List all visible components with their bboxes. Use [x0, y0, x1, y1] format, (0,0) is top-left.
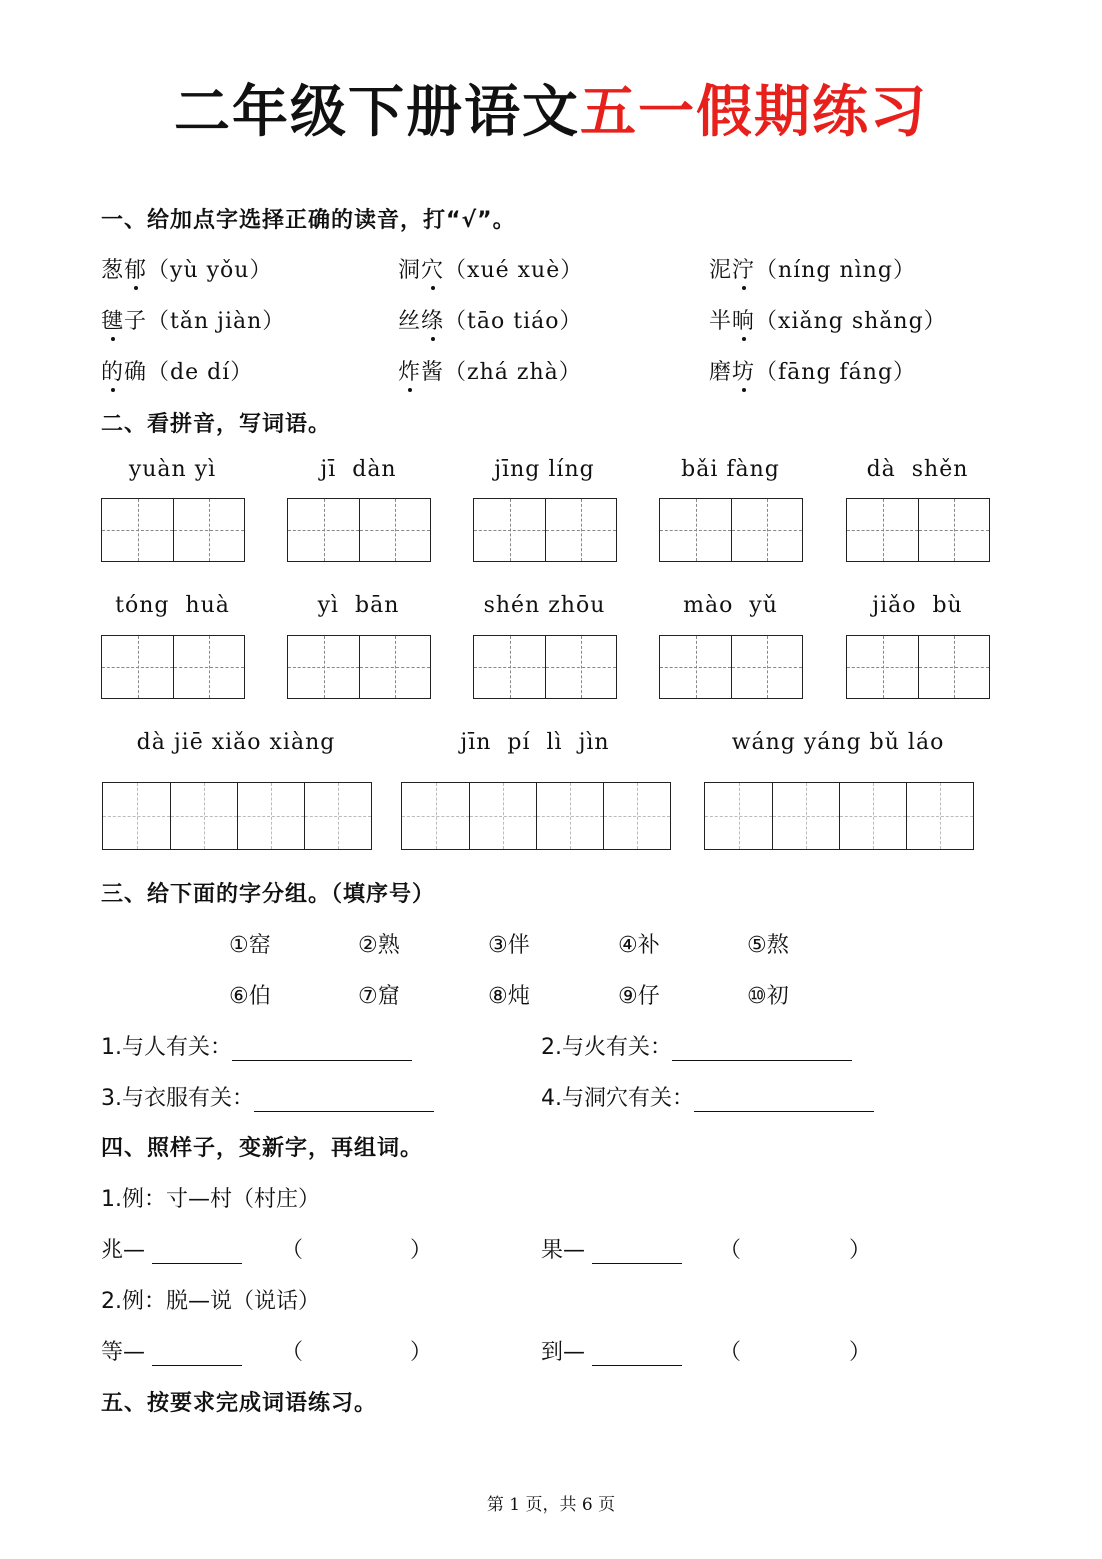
- group-question-3-label: 3.与衣服有关：: [101, 1086, 254, 1111]
- dotted-char: 坊: [732, 355, 755, 386]
- answer-line-1[interactable]: [232, 1038, 412, 1061]
- transform-char: 果—: [541, 1238, 586, 1263]
- transform-item-3: [101, 1335, 242, 1366]
- writing-cell[interactable]: [359, 636, 430, 698]
- writing-cell[interactable]: [918, 499, 989, 561]
- pinyin-options[interactable]: （tāo tiáo）: [444, 309, 583, 334]
- dotted-char: 炸: [398, 355, 421, 386]
- numbered-char: ⑥伯: [229, 984, 271, 1009]
- answer-line-3[interactable]: [254, 1089, 434, 1112]
- writing-grid[interactable]: [846, 635, 990, 699]
- title-black: 二年级下册语文: [174, 80, 580, 145]
- pinyin-label: dà jiē xiǎo xiàng: [136, 730, 336, 755]
- writing-cell[interactable]: [102, 636, 173, 698]
- section2-heading: 二、看拼音，写词语。: [101, 412, 332, 437]
- word-paren-close: ）: [410, 1238, 433, 1263]
- pronunciation-item: [398, 304, 582, 335]
- transform-char: 等—: [101, 1340, 146, 1365]
- word-paren-open: （: [719, 1340, 742, 1365]
- section3-heading: 三、给下面的字分组。（填序号）: [101, 882, 436, 907]
- writing-grid[interactable]: [287, 635, 431, 699]
- pinyin-label: yì bān: [317, 593, 400, 618]
- writing-cell[interactable]: [469, 783, 536, 849]
- pinyin-label: jiǎo bù: [872, 593, 963, 618]
- transform-item-2: [541, 1233, 682, 1264]
- dotted-char: 毽: [101, 304, 124, 335]
- section4-heading: 四、照样子，变新字，再组词。: [101, 1136, 424, 1161]
- writing-grid[interactable]: [846, 498, 990, 562]
- numbered-char: ⑤熬: [747, 933, 789, 958]
- transform-item-4: [541, 1335, 682, 1366]
- numbered-char: ④补: [618, 933, 660, 958]
- numbered-char: ⑦窟: [358, 984, 400, 1009]
- word-char: 磨: [709, 360, 733, 385]
- writing-cell[interactable]: [918, 636, 989, 698]
- answer-line-4[interactable]: [694, 1089, 874, 1112]
- writing-cell[interactable]: [660, 499, 731, 561]
- dotted-char: 穴: [421, 253, 444, 284]
- pronunciation-item: [709, 253, 916, 284]
- writing-cell[interactable]: [102, 499, 173, 561]
- group-question-4-label: 4.与洞穴有关：: [541, 1086, 694, 1111]
- pronunciation-item: [398, 355, 582, 386]
- pinyin-options[interactable]: （zhá zhà）: [444, 360, 582, 385]
- writing-cell[interactable]: [304, 783, 371, 849]
- transform-char: 兆—: [101, 1238, 146, 1263]
- writing-cell[interactable]: [847, 636, 918, 698]
- writing-grid[interactable]: [101, 498, 245, 562]
- writing-grid[interactable]: [101, 635, 245, 699]
- pronunciation-item: [709, 304, 947, 335]
- word-paren-open: （: [719, 1238, 742, 1263]
- example-2: 2.例：脱—说（说话）: [101, 1289, 320, 1314]
- pinyin-options[interactable]: （níng nìng）: [755, 258, 916, 283]
- dotted-char: 郁: [124, 253, 147, 284]
- pronunciation-item: [398, 253, 583, 284]
- writing-cell[interactable]: [237, 783, 304, 849]
- writing-grid[interactable]: [659, 498, 803, 562]
- word-char: 洞: [398, 258, 422, 283]
- word-paren-close: ）: [849, 1238, 872, 1263]
- writing-cell[interactable]: [474, 636, 545, 698]
- writing-cell[interactable]: [660, 636, 731, 698]
- writing-grid[interactable]: [473, 498, 617, 562]
- section1-heading: 一、给加点字选择正确的读音，打“√”。: [101, 208, 516, 233]
- writing-cell[interactable]: [288, 636, 359, 698]
- word-char: 子: [124, 309, 148, 334]
- writing-cell[interactable]: [705, 783, 772, 849]
- pinyin-label: jīng líng: [494, 457, 595, 482]
- word-paren-open: （: [281, 1340, 304, 1365]
- group-question-3: [101, 1081, 434, 1112]
- writing-cell[interactable]: [906, 783, 973, 849]
- word-char: 酱: [421, 360, 445, 385]
- section5-heading: 五、按要求完成词语练习。: [101, 1391, 378, 1416]
- writing-cell[interactable]: [103, 783, 170, 849]
- writing-cell[interactable]: [402, 783, 469, 849]
- writing-cell[interactable]: [847, 499, 918, 561]
- group-question-4: [541, 1081, 874, 1112]
- pinyin-label: jīn pí lì jìn: [460, 730, 610, 755]
- new-char-blank[interactable]: [152, 1241, 242, 1264]
- writing-cell[interactable]: [359, 499, 430, 561]
- writing-cell[interactable]: [545, 499, 616, 561]
- writing-grid[interactable]: [659, 635, 803, 699]
- pinyin-label: wáng yáng bǔ láo: [731, 730, 945, 755]
- title-red: 五一假期练习: [580, 80, 928, 145]
- word-char: 半: [709, 309, 733, 334]
- transform-char: 到—: [541, 1340, 586, 1365]
- pinyin-options[interactable]: （de dí）: [147, 360, 254, 385]
- pinyin-options[interactable]: （tǎn jiàn）: [147, 309, 286, 334]
- word-char: 丝: [398, 309, 422, 334]
- writing-cell[interactable]: [839, 783, 906, 849]
- group-question-1: [101, 1030, 412, 1061]
- word-paren-open: （: [281, 1238, 304, 1263]
- group-question-2-label: 2.与火有关：: [541, 1035, 672, 1060]
- writing-cell[interactable]: [474, 499, 545, 561]
- pinyin-label: jī dàn: [320, 457, 397, 482]
- example-1: 1.例：寸—村（村庄）: [101, 1187, 320, 1212]
- word-paren-close: ）: [410, 1340, 433, 1365]
- pinyin-label: tóng huà: [115, 593, 230, 618]
- word-char: 确: [124, 360, 148, 385]
- new-char-blank[interactable]: [592, 1241, 682, 1264]
- numbered-char: ⑨仔: [618, 984, 660, 1009]
- pinyin-label: yuàn yì: [128, 457, 217, 482]
- pinyin-options[interactable]: （xiǎng shǎng）: [755, 309, 947, 334]
- writing-cell[interactable]: [603, 783, 670, 849]
- dotted-char: 泞: [732, 253, 755, 284]
- pronunciation-item: [101, 355, 253, 386]
- pinyin-label: mào yǔ: [683, 593, 778, 618]
- writing-cell[interactable]: [545, 636, 616, 698]
- numbered-char: ①窑: [229, 933, 271, 958]
- pinyin-label: shén zhōu: [483, 593, 606, 618]
- writing-grid[interactable]: [287, 498, 431, 562]
- pronunciation-item: [101, 253, 272, 284]
- group-question-1-label: 1.与人有关：: [101, 1035, 232, 1060]
- writing-cell[interactable]: [731, 636, 802, 698]
- word-char: 葱: [101, 258, 125, 283]
- pronunciation-item: [101, 304, 285, 335]
- numbered-char: ⑧炖: [488, 984, 530, 1009]
- writing-cell[interactable]: [772, 783, 839, 849]
- writing-cell[interactable]: [288, 499, 359, 561]
- writing-grid[interactable]: [401, 782, 671, 850]
- writing-cell[interactable]: [173, 636, 244, 698]
- transform-item-1: [101, 1233, 242, 1264]
- pinyin-options[interactable]: （yù yǒu）: [147, 258, 273, 283]
- answer-line-2[interactable]: [672, 1038, 852, 1061]
- page-title: [0, 68, 1102, 148]
- dotted-char: 的: [101, 355, 124, 386]
- pronunciation-item: [709, 355, 916, 386]
- numbered-char: ③伴: [488, 933, 530, 958]
- new-char-blank[interactable]: [592, 1343, 682, 1366]
- numbered-char: ②熟: [358, 933, 400, 958]
- writing-grid[interactable]: [473, 635, 617, 699]
- new-char-blank[interactable]: [152, 1343, 242, 1366]
- word-char: 泥: [709, 258, 733, 283]
- pinyin-options[interactable]: （fāng fáng）: [755, 360, 917, 385]
- writing-cell[interactable]: [170, 783, 237, 849]
- writing-cell[interactable]: [536, 783, 603, 849]
- writing-grid[interactable]: [102, 782, 372, 850]
- writing-grid[interactable]: [704, 782, 974, 850]
- pinyin-label: dà shěn: [866, 457, 969, 482]
- dotted-char: 绦: [421, 304, 444, 335]
- group-question-2: [541, 1030, 852, 1061]
- page-footer: 第 1 页，共 6 页: [486, 1495, 616, 1515]
- dotted-char: 晌: [732, 304, 755, 335]
- pinyin-options[interactable]: （xué xuè）: [444, 258, 584, 283]
- writing-cell[interactable]: [173, 499, 244, 561]
- word-paren-close: ）: [849, 1340, 872, 1365]
- numbered-char: ⑩初: [747, 984, 789, 1009]
- pinyin-label: bǎi fàng: [681, 457, 780, 482]
- writing-cell[interactable]: [731, 499, 802, 561]
